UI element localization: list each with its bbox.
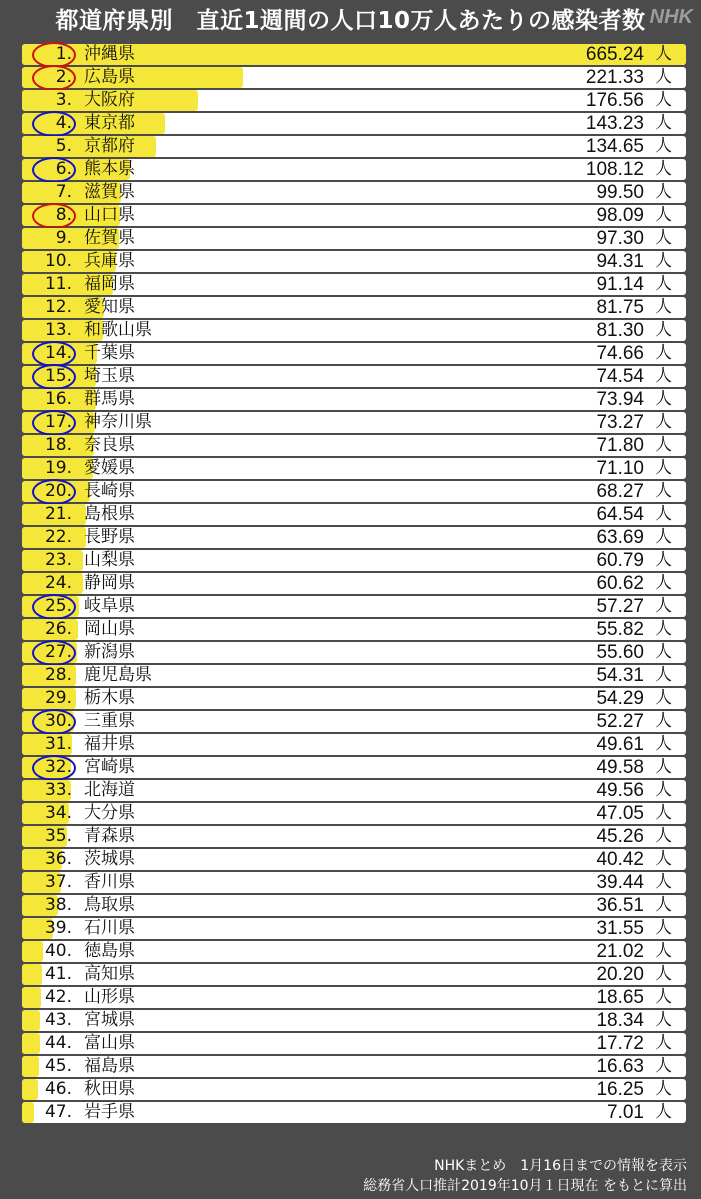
value-label: 81.75: [596, 297, 644, 318]
unit-label: 人: [655, 826, 672, 846]
bar-row: [22, 412, 686, 433]
rank-label: 36.: [44, 849, 72, 869]
bar-row: [22, 389, 686, 410]
rank-label: 40.: [44, 941, 72, 961]
unit-label: 人: [655, 412, 672, 432]
unit-label: 人: [655, 44, 672, 64]
unit-label: 人: [655, 711, 672, 731]
unit-label: 人: [655, 182, 672, 202]
rank-label: 43.: [44, 1010, 72, 1030]
prefecture-label: 栃木県: [84, 688, 135, 708]
rank-label: 11.: [44, 274, 72, 294]
prefecture-label: 徳島県: [84, 941, 135, 961]
unit-label: 人: [655, 688, 672, 708]
prefecture-label: 山形県: [84, 987, 135, 1007]
value-label: 16.25: [596, 1079, 644, 1100]
prefecture-label: 宮城県: [84, 1010, 135, 1030]
prefecture-label: 島根県: [84, 504, 135, 524]
prefecture-label: 愛知県: [84, 297, 135, 317]
bar-row: [22, 67, 686, 88]
rank-label: 39.: [44, 918, 72, 938]
prefecture-label: 静岡県: [84, 573, 135, 593]
value-label: 45.26: [596, 826, 644, 847]
prefecture-label: 岩手県: [84, 1102, 135, 1122]
rank-label: 8.: [55, 205, 72, 225]
bar-row: [22, 872, 686, 893]
value-label: 21.02: [596, 941, 644, 962]
prefecture-label: 千葉県: [84, 343, 135, 363]
bar-row: [22, 1033, 686, 1054]
rank-label: 20.: [44, 481, 72, 501]
unit-label: 人: [655, 734, 672, 754]
unit-label: 人: [655, 205, 672, 225]
bar-row: [22, 274, 686, 295]
bar-row: [22, 113, 686, 134]
rank-label: 9.: [55, 228, 72, 248]
bar-row: [22, 435, 686, 456]
value-label: 18.34: [596, 1010, 644, 1031]
bar-row: [22, 228, 686, 249]
rank-label: 27.: [44, 642, 72, 662]
rank-label: 23.: [44, 550, 72, 570]
unit-label: 人: [655, 941, 672, 961]
rank-label: 33.: [44, 780, 72, 800]
value-label: 20.20: [596, 964, 644, 985]
prefecture-label: 北海道: [84, 780, 135, 800]
rank-label: 45.: [44, 1056, 72, 1076]
bar-row: [22, 596, 686, 617]
rank-label: 1.: [55, 44, 72, 64]
unit-label: 人: [655, 320, 672, 340]
chart-title: 都道府県別 直近1週間の人口10万人あたりの感染者数: [55, 8, 646, 34]
rank-label: 47.: [44, 1102, 72, 1122]
unit-label: 人: [655, 987, 672, 1007]
prefecture-label: 岐阜県: [84, 596, 135, 616]
unit-label: 人: [655, 67, 672, 87]
prefecture-label: 福岡県: [84, 274, 135, 294]
prefecture-label: 香川県: [84, 872, 135, 892]
rank-label: 30.: [44, 711, 72, 731]
rank-label: 7.: [55, 182, 72, 202]
value-label: 55.60: [596, 642, 644, 663]
bar-row: [22, 182, 686, 203]
rank-label: 44.: [44, 1033, 72, 1053]
unit-label: 人: [655, 1033, 672, 1053]
bar-row: [22, 527, 686, 548]
unit-label: 人: [655, 1102, 672, 1122]
unit-label: 人: [655, 1079, 672, 1099]
rank-label: 22.: [44, 527, 72, 547]
unit-label: 人: [655, 573, 672, 593]
unit-label: 人: [655, 366, 672, 386]
value-label: 55.82: [596, 619, 644, 640]
rank-label: 17.: [44, 412, 72, 432]
value-label: 64.54: [596, 504, 644, 525]
prefecture-label: 岡山県: [84, 619, 135, 639]
prefecture-label: 兵庫県: [84, 251, 135, 271]
unit-label: 人: [655, 527, 672, 547]
rank-label: 14.: [44, 343, 72, 363]
unit-label: 人: [655, 458, 672, 478]
rank-label: 16.: [44, 389, 72, 409]
bar-row: [22, 205, 686, 226]
unit-label: 人: [655, 251, 672, 271]
rank-label: 26.: [44, 619, 72, 639]
value-label: 49.58: [596, 757, 644, 778]
unit-label: 人: [655, 1010, 672, 1030]
unit-label: 人: [655, 757, 672, 777]
value-label: 143.23: [585, 113, 644, 134]
prefecture-label: 石川県: [84, 918, 135, 938]
prefecture-label: 埼玉県: [84, 366, 135, 386]
bar-row: [22, 159, 686, 180]
value-label: 91.14: [596, 274, 644, 295]
prefecture-label: 佐賀県: [84, 228, 135, 248]
bar-row: [22, 826, 686, 847]
rank-label: 41.: [44, 964, 72, 984]
prefecture-label: 東京都: [84, 113, 135, 133]
bar-row: [22, 688, 686, 709]
unit-label: 人: [655, 297, 672, 317]
unit-label: 人: [655, 113, 672, 133]
rank-label: 18.: [44, 435, 72, 455]
rank-label: 25.: [44, 596, 72, 616]
value-label: 7.01: [607, 1102, 644, 1123]
bar-row: [22, 780, 686, 801]
value-label: 52.27: [596, 711, 644, 732]
rank-label: 42.: [44, 987, 72, 1007]
value-label: 665.24: [585, 44, 644, 65]
value-label: 108.12: [585, 159, 644, 180]
rank-label: 34.: [44, 803, 72, 823]
bar-row: [22, 849, 686, 870]
prefecture-label: 高知県: [84, 964, 135, 984]
value-label: 16.63: [596, 1056, 644, 1077]
bar-row: [22, 941, 686, 962]
unit-label: 人: [655, 849, 672, 869]
unit-label: 人: [655, 90, 672, 110]
unit-label: 人: [655, 872, 672, 892]
rank-label: 15.: [44, 366, 72, 386]
rank-label: 6.: [55, 159, 72, 179]
prefecture-label: 愛媛県: [84, 458, 135, 478]
rank-label: 32.: [44, 757, 72, 777]
value-label: 54.29: [596, 688, 644, 709]
bar-row: [22, 619, 686, 640]
nhk-logo: NHK: [649, 6, 693, 28]
prefecture-label: 長野県: [84, 527, 135, 547]
unit-label: 人: [655, 619, 672, 639]
value-label: 36.51: [596, 895, 644, 916]
bar-row: [22, 665, 686, 686]
bar-row: [22, 757, 686, 778]
bar-row: [22, 550, 686, 571]
rank-label: 19.: [44, 458, 72, 478]
footer-source: NHKまとめ 1月16日までの情報を表示: [434, 1158, 687, 1174]
prefecture-label: 福島県: [84, 1056, 135, 1076]
prefecture-label: 京都府: [84, 136, 135, 156]
value-label: 49.61: [596, 734, 644, 755]
value-label: 18.65: [596, 987, 644, 1008]
value-label: 47.05: [596, 803, 644, 824]
prefecture-label: 青森県: [84, 826, 135, 846]
rank-label: 28.: [44, 665, 72, 685]
value-label: 73.27: [596, 412, 644, 433]
unit-label: 人: [655, 780, 672, 800]
value-label: 176.56: [585, 90, 644, 111]
value-label: 17.72: [596, 1033, 644, 1054]
unit-label: 人: [655, 964, 672, 984]
bar-row: [22, 918, 686, 939]
rank-label: 24.: [44, 573, 72, 593]
bar-row: [22, 366, 686, 387]
bar-row: [22, 711, 686, 732]
value-label: 134.65: [585, 136, 644, 157]
bar-row: [22, 1010, 686, 1031]
unit-label: 人: [655, 550, 672, 570]
prefecture-label: 大阪府: [84, 90, 135, 110]
prefecture-label: 広島県: [84, 67, 135, 87]
value-label: 98.09: [596, 205, 644, 226]
unit-label: 人: [655, 435, 672, 455]
bar-row: [22, 734, 686, 755]
value-label: 60.62: [596, 573, 644, 594]
unit-label: 人: [655, 481, 672, 501]
value-label: 57.27: [596, 596, 644, 617]
bar-row: [22, 251, 686, 272]
bar-row: [22, 320, 686, 341]
bar-row: [22, 642, 686, 663]
value-label: 31.55: [596, 918, 644, 939]
rank-label: 2.: [55, 67, 72, 87]
rank-label: 13.: [44, 320, 72, 340]
unit-label: 人: [655, 665, 672, 685]
unit-label: 人: [655, 1056, 672, 1076]
rank-label: 4.: [55, 113, 72, 133]
value-label: 97.30: [596, 228, 644, 249]
unit-label: 人: [655, 274, 672, 294]
rank-label: 21.: [44, 504, 72, 524]
unit-label: 人: [655, 504, 672, 524]
unit-label: 人: [655, 136, 672, 156]
bar-row: [22, 136, 686, 157]
unit-label: 人: [655, 642, 672, 662]
rank-label: 31.: [44, 734, 72, 754]
prefecture-label: 大分県: [84, 803, 135, 823]
bar-row: [22, 1102, 686, 1123]
rank-label: 10.: [44, 251, 72, 271]
prefecture-label: 沖縄県: [84, 44, 135, 64]
prefecture-label: 秋田県: [84, 1079, 135, 1099]
prefecture-label: 富山県: [84, 1033, 135, 1053]
prefecture-label: 新潟県: [84, 642, 135, 662]
bar-row: [22, 481, 686, 502]
prefecture-label: 群馬県: [84, 389, 135, 409]
bar-row: [22, 1079, 686, 1100]
unit-label: 人: [655, 343, 672, 363]
prefecture-label: 福井県: [84, 734, 135, 754]
value-label: 71.10: [596, 458, 644, 479]
bar-row: [22, 964, 686, 985]
bar-row: [22, 90, 686, 111]
rank-label: 46.: [44, 1079, 72, 1099]
unit-label: 人: [655, 228, 672, 248]
unit-label: 人: [655, 918, 672, 938]
value-label: 74.54: [596, 366, 644, 387]
rank-label: 5.: [55, 136, 72, 156]
value-label: 74.66: [596, 343, 644, 364]
bar-row: [22, 458, 686, 479]
rank-label: 37.: [44, 872, 72, 892]
footer-note: 総務省人口推計2019年10月１日現在 をもとに算出: [363, 1178, 687, 1194]
unit-label: 人: [655, 159, 672, 179]
prefecture-label: 長崎県: [84, 481, 135, 501]
prefecture-label: 山口県: [84, 205, 135, 225]
rank-label: 29.: [44, 688, 72, 708]
value-label: 221.33: [585, 67, 644, 88]
value-label: 99.50: [596, 182, 644, 203]
prefecture-label: 三重県: [84, 711, 135, 731]
value-label: 63.69: [596, 527, 644, 548]
bar-row: [22, 44, 686, 65]
prefecture-label: 茨城県: [84, 849, 135, 869]
bar-row: [22, 1056, 686, 1077]
rank-label: 12.: [44, 297, 72, 317]
bar-row: [22, 803, 686, 824]
rank-label: 3.: [55, 90, 72, 110]
value-label: 68.27: [596, 481, 644, 502]
prefecture-label: 滋賀県: [84, 182, 135, 202]
prefecture-label: 鹿児島県: [84, 665, 152, 685]
value-label: 54.31: [596, 665, 644, 686]
bar-row: [22, 573, 686, 594]
unit-label: 人: [655, 596, 672, 616]
prefecture-label: 宮崎県: [84, 757, 135, 777]
bar-row: [22, 504, 686, 525]
value-label: 71.80: [596, 435, 644, 456]
prefecture-label: 山梨県: [84, 550, 135, 570]
bar-row: [22, 297, 686, 318]
unit-label: 人: [655, 803, 672, 823]
value-label: 81.30: [596, 320, 644, 341]
rank-label: 38.: [44, 895, 72, 915]
prefecture-label: 神奈川県: [84, 412, 152, 432]
value-label: 40.42: [596, 849, 644, 870]
unit-label: 人: [655, 389, 672, 409]
prefecture-label: 鳥取県: [84, 895, 135, 915]
prefecture-label: 和歌山県: [84, 320, 152, 340]
prefecture-label: 奈良県: [84, 435, 135, 455]
bar-row: [22, 895, 686, 916]
value-label: 94.31: [596, 251, 644, 272]
value-label: 60.79: [596, 550, 644, 571]
bar-row: [22, 343, 686, 364]
value-label: 39.44: [596, 872, 644, 893]
bar-row: [22, 987, 686, 1008]
rank-label: 35.: [44, 826, 72, 846]
unit-label: 人: [655, 895, 672, 915]
value-label: 73.94: [596, 389, 644, 410]
prefecture-label: 熊本県: [84, 159, 135, 179]
value-label: 49.56: [596, 780, 644, 801]
